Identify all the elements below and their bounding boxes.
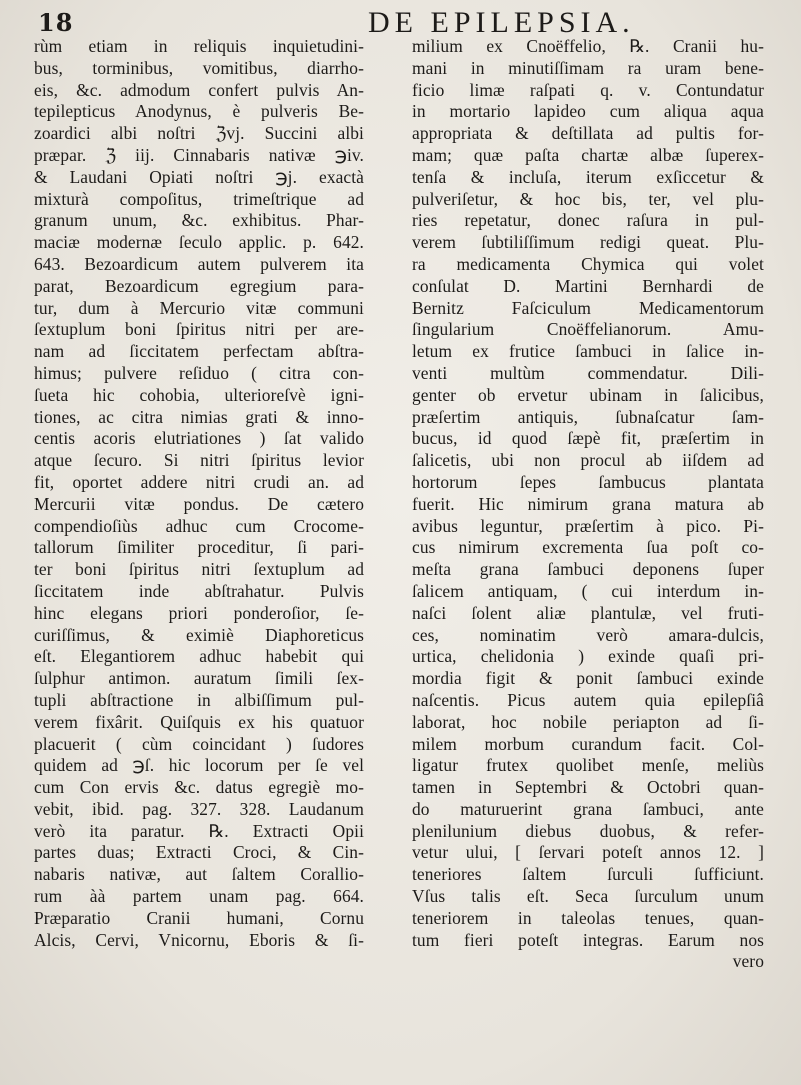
text-line: granum unum, &c. exhibitus. Phar- <box>34 210 364 231</box>
text-line: Vſus talis eſt. Seca ſurculum unum <box>412 886 764 907</box>
text-line: naſci ſolent aliæ plantulæ, vel fruti- <box>412 602 764 623</box>
left-text-column <box>34 36 364 951</box>
text-line: ter boni ſpiritus nitri ſextuplum ad <box>34 559 364 580</box>
text-line: atque ſecuro. Si nitri ſpiritus levior <box>34 450 364 471</box>
text-line: mam; quæ paſta chartæ albæ ſuperex- <box>412 144 764 165</box>
text-line: laborat, hoc nobile periapton ad ſi- <box>412 711 764 732</box>
text-line: cum Con ervis &c. datus egregiè mo- <box>34 777 364 798</box>
text-line: tamen in Septembri & Octobri quan- <box>412 777 764 798</box>
text-line: ſalicem antiquam, ( cui interdum in- <box>412 580 764 601</box>
text-line: tur, dum à Mercurio vitæ communi <box>34 297 364 318</box>
text-line: ſueta hic cohobia, ulterioreſvè igni- <box>34 384 364 405</box>
text-line: appropriata & deſtillata ad pultis for- <box>412 123 764 144</box>
text-line: eſt. Elegantiorem adhuc habebit qui <box>34 646 364 667</box>
text-line: centis acoris elutriationes ) ſat valido <box>34 428 364 449</box>
text-line: venti multùm commendatur. Dili- <box>412 362 764 383</box>
text-line: teneriores ſaltem ſurculi ſufficiunt. <box>412 864 764 885</box>
page-number: 18 <box>38 8 74 37</box>
page-header <box>38 6 778 40</box>
text-line: fit, oportet addere nitri crudi an. ad <box>34 471 364 492</box>
text-line: nam ad ſiccitatem perfectam abſtra- <box>34 341 364 362</box>
text-line: zoardici albi noſtri ℨvj. Succini albi <box>34 123 364 144</box>
right-text-column <box>412 36 764 973</box>
text-line: ces, nominatim verò amara-dulcis, <box>412 624 764 645</box>
text-line: in mortario lapideo cum aliqua aqua <box>412 101 764 122</box>
text-line: tupli abſtractione in albiſſimum pul- <box>34 689 364 710</box>
text-line: parat, Bezoardicum egregium para- <box>34 275 364 296</box>
text-line: teneriorem in taleolas tenues, quan- <box>412 907 764 928</box>
text-line: tepilepticus Anodynus, è pulveris Be- <box>34 101 364 122</box>
text-line: bus, torminibus, vomitibus, diarrho- <box>34 57 364 78</box>
text-line: ficio limæ raſpati q. v. Contundatur <box>412 79 764 100</box>
text-line: letum ex frutice ſambuci in ſalice in- <box>412 341 764 362</box>
text-line: nabaris nativæ, aut ſaltem Corallio- <box>34 864 364 885</box>
text-line: ſalicetis, ubi non procul ab iiſdem ad <box>412 450 764 471</box>
text-line: cus nimirum excrementa ſua poſt co- <box>412 537 764 558</box>
text-line: ſextuplum boni ſpiritus nitri per are- <box>34 319 364 340</box>
text-line: vebit, ibid. pag. 327. 328. Laudanum <box>34 798 364 819</box>
text-line: verem fixârit. Quiſquis ex his quatuor <box>34 711 364 732</box>
text-line: tallorum ſimiliter proceditur, ſi pari- <box>34 537 364 558</box>
text-line: ra medicamenta Chymica qui volet <box>412 253 764 274</box>
text-line: præſertim antiquis, ſubnaſcatur ſam- <box>412 406 764 427</box>
text-line: verem ſubtiliſſimum redigi queat. Plu- <box>412 232 764 253</box>
text-line: vetur ului, [ ſervari poteſt annos 12. ] <box>412 842 764 863</box>
text-line: do maturuerint grana ſambuci, ante <box>412 798 764 819</box>
text-line: conſulat D. Martini Bernhardi de <box>412 275 764 296</box>
text-line: urtica, chelidonia ) exinde quaſi pri- <box>412 646 764 667</box>
text-line: placuerit ( cùm coincidant ) ſudores <box>34 733 364 754</box>
text-line: mordia figit & ponit ſambuci exinde <box>412 668 764 689</box>
text-line: bucus, id quod ſæpè fit, præſertim in <box>412 428 764 449</box>
text-line: & Laudani Opiati noſtri ℈j. exactà <box>34 166 364 187</box>
text-line: hortorum ſepes ſambucus plantata <box>412 471 764 492</box>
text-line: rum àà partem unam pag. 664. <box>34 886 364 907</box>
text-line: tum fieri poteſt integras. Earum nos <box>412 929 764 950</box>
text-line: Mercurii vitæ pondus. De cætero <box>34 493 364 514</box>
text-line: Præparatio Cranii humani, Cornu <box>34 907 364 928</box>
text-line: ries repetatur, donec raſura in pul- <box>412 210 764 231</box>
text-line: avibus leguntur, præſertim à pico. Pi- <box>412 515 764 536</box>
text-line: præpar. ℨ iij. Cinnabaris nativæ ℈iv. <box>34 144 364 165</box>
text-line: ligatur frutex quolibet menſe, meliùs <box>412 755 764 776</box>
text-line: eis, &c. admodum confert pulvis An- <box>34 79 364 100</box>
text-line: meſta grana ſambuci deponens ſuper <box>412 559 764 580</box>
text-line: mani in minutiſſimam ra uram bene- <box>412 57 764 78</box>
text-line: genter ob ervetur ubinam in ſalicibus, <box>412 384 764 405</box>
text-line: milium ex Cnoëffelio, ℞. Cranii hu- <box>412 36 764 56</box>
text-line: maciæ modernæ ſeculo applic. p. 642. <box>34 232 364 253</box>
text-line: plenilunium diebus duobus, & refer- <box>412 820 764 841</box>
text-line: verò ita paratur. ℞. Extracti Opii <box>34 820 364 841</box>
text-line: Alcis, Cervi, Vnicornu, Eboris & ſi- <box>34 929 364 950</box>
text-line: vero <box>732 951 764 972</box>
text-line: fuerit. Hic nimirum grana matura ab <box>412 493 764 514</box>
text-line: tiones, ac citra nimias grati & inno- <box>34 406 364 427</box>
text-line: 643. Bezoardicum autem pulverem ita <box>34 253 364 274</box>
text-line: naſcentis. Picus autem quia epilepſiâ <box>412 689 764 710</box>
text-line: ſiccitatem inde abſtrahatur. Pulvis <box>34 580 364 601</box>
text-line: pulveriſetur, & hoc bis, ter, vel plu- <box>412 188 764 209</box>
text-line: quidem ad ℈ſ. hic locorum per ſe vel <box>34 755 364 776</box>
text-line: compendioſiùs adhuc cum Crocome- <box>34 515 364 536</box>
text-line: milem morbum curandum facit. Col- <box>412 733 764 754</box>
text-line: rùm etiam in reliquis inquietudini- <box>34 36 364 56</box>
text-line: Bernitz Faſciculum Medicamentorum <box>412 297 764 318</box>
text-line: ſingularium Cnoëffelianorum. Amu- <box>412 319 764 340</box>
text-line: himus; pulvere reſiduo ( citra con- <box>34 362 364 383</box>
text-line: curiſſimus, & eximiè Diaphoreticus <box>34 624 364 645</box>
text-line: partes duas; Extracti Croci, & Cin- <box>34 842 364 863</box>
text-line: ſulphur antimon. auratum ſimili ſex- <box>34 668 364 689</box>
text-line: mixturà compoſitus, trimeſtrique ad <box>34 188 364 209</box>
text-line: hinc elegans priori ponderoſior, ſe- <box>34 602 364 623</box>
text-line: tenſa & incluſa, iterum exſiccetur & <box>412 166 764 187</box>
running-head: DE EPILEPSIA. <box>368 6 635 39</box>
